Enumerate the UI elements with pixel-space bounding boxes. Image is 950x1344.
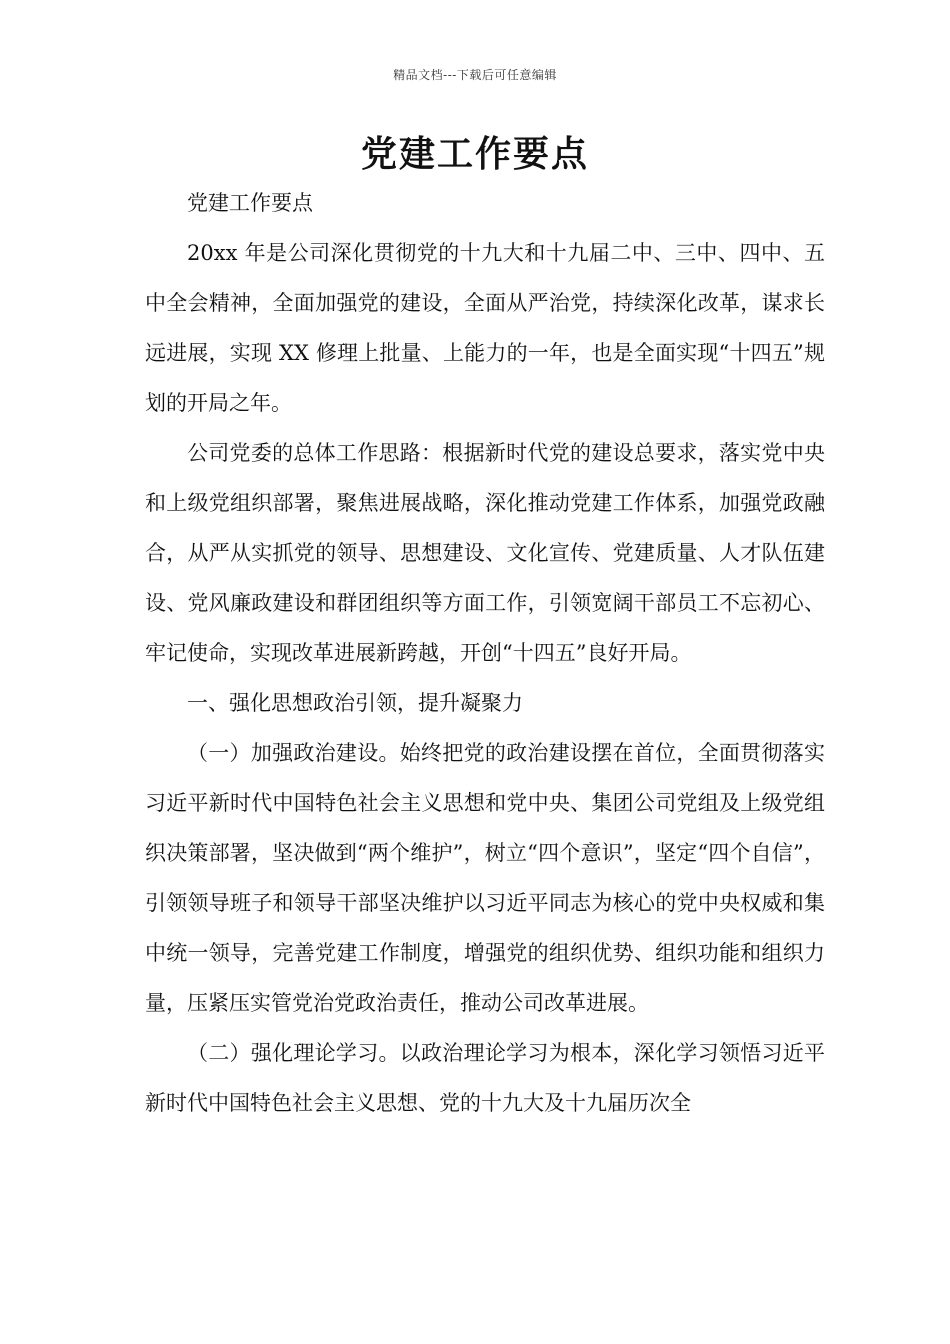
paragraph-intro: 20xx 年是公司深化贯彻党的十九大和十九届二中、三中、四中、五中全会精神，全面加强党的建设，全面从严治党，持续深化改革，谋求长远进展，实现 XX 修理上批量、上能力的一年，也是全面实现“十四五”规划的开局之年。 [145,241,825,415]
paragraph-overall-approach: 公司党委的总体工作思路：根据新时代党的建设总要求，落实党中央和上级党组织部署，聚焦进展战略，深化推动党建工作体系，加强党政融合，从严从实抓党的领导、思想建设、文化宣传、党建质量、人才队伍建设、党风廉政建设和群团组织等方面工作，引领宽阔干部员工不忘初心、牢记使命，实现改革进展新跨越，开创“十四五”良好开局。 [145,441,825,665]
paragraph-theory-study: （二）强化理论学习。以政治理论学习为根本，深化学习领悟习近平新时代中国特色社会主义思想、党的十九大及十九届历次全 [145,1041,825,1115]
document-title: 党建工作要点 [360,133,589,175]
header-note: 精品文档---下载后可任意编辑 [393,68,557,82]
document-body [145,178,825,1128]
paragraph-subtitle: 党建工作要点 [187,191,313,215]
section-heading-1: 一、强化思想政治引领，提升凝聚力 [187,691,523,715]
paragraph-political-building: （一）加强政治建设。始终把党的政治建设摆在首位，全面贯彻落实习近平新时代中国特色社会主义思想和党中央、集团公司党组及上级党组织决策部署，坚决做到“两个维护”，树立“四个意识”，坚定“四个自信”，引领领导班子和领导干部坚决维护以习近平同志为核心的党中央权威和集中统一领导，完善党建工作制度，增强党的组织优势、组织功能和组织力量，压紧压实管党治党政治责任，推动公司改革进展。 [145,741,825,1015]
